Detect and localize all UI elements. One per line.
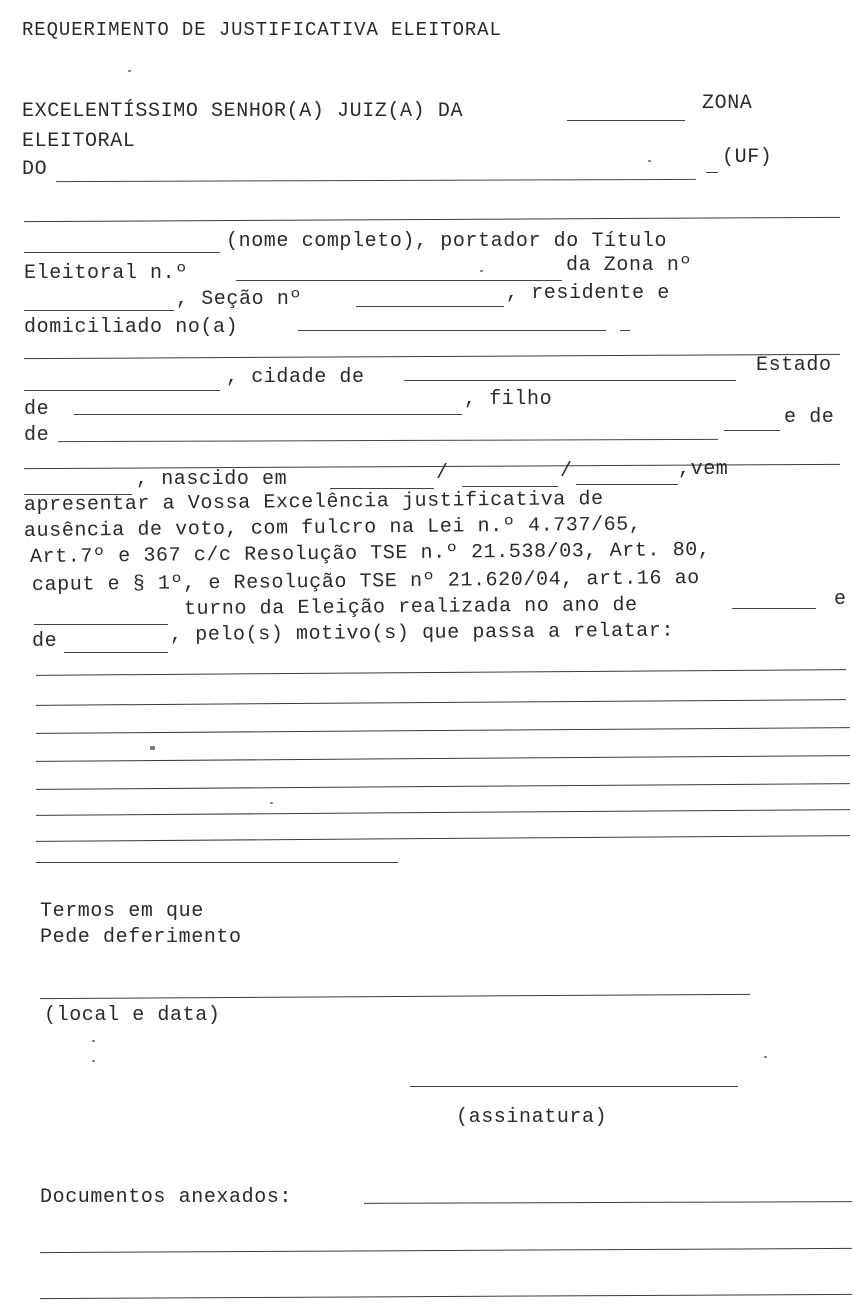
attachments-label: Documentos anexados: bbox=[40, 1186, 293, 1209]
reason-line-8 bbox=[36, 862, 398, 863]
uf-blank bbox=[706, 172, 718, 173]
attachments-line-2 bbox=[40, 1248, 852, 1253]
body-line10: ausência de voto, com fulcro na Lei n.º 4.737/65, bbox=[23, 513, 642, 543]
body-line2-zona-label: da Zona nº bbox=[566, 254, 693, 277]
body-line9: apresentar a Vossa Excelência justificativa de bbox=[23, 487, 604, 517]
zona-blank bbox=[24, 310, 174, 311]
attachments-line-3 bbox=[40, 1294, 852, 1299]
address-blank bbox=[298, 330, 606, 331]
body-line1-text: (nome completo), portador do Título bbox=[226, 230, 668, 253]
father-name-blank-end bbox=[724, 430, 780, 431]
local-date-line bbox=[40, 994, 750, 999]
signature-line bbox=[410, 1086, 738, 1087]
addressee-line1: EXCELENTÍSSIMO SENHOR(A) JUIZ(A) DA bbox=[22, 100, 464, 123]
form-title: REQUERIMENTO DE JUSTIFICATIVA ELEITORAL bbox=[22, 19, 502, 41]
scan-speck bbox=[92, 1060, 95, 1062]
address-blank-end bbox=[620, 330, 630, 331]
date-separator-1: / bbox=[436, 462, 449, 485]
body-line7-de: de bbox=[24, 424, 50, 447]
reason-line-1 bbox=[36, 669, 846, 676]
secao-blank bbox=[356, 306, 504, 307]
attachments-line-1 bbox=[364, 1201, 852, 1204]
reason-line-6 bbox=[36, 809, 850, 816]
body-line2-text: Eleitoral n.º bbox=[24, 262, 188, 285]
scan-speck bbox=[92, 1040, 95, 1042]
address-continuation-line bbox=[24, 354, 840, 359]
addressee-zona-word: ZONA bbox=[702, 92, 753, 115]
closing-line2: Pede deferimento bbox=[40, 926, 242, 949]
body-line5-estado-label: Estado bbox=[756, 354, 832, 377]
voter-title-blank bbox=[236, 280, 562, 281]
addressee-uf-label: (UF) bbox=[722, 146, 773, 169]
addressee-line2: ELEITORAL bbox=[22, 130, 136, 153]
address-blank-2 bbox=[24, 390, 220, 391]
body-line12: caput e § 1º, e Resolução TSE nº 21.620/04, art.16 ao bbox=[31, 567, 700, 597]
body-line14-de: de bbox=[32, 630, 58, 653]
birth-year-blank bbox=[576, 484, 678, 485]
body-line13-text: turno da Eleição realizada no ano de bbox=[183, 594, 638, 621]
zona-number-blank bbox=[567, 120, 685, 121]
body-line13-e: e bbox=[834, 588, 847, 611]
closing-line1: Termos em que bbox=[40, 900, 204, 923]
scan-speck bbox=[128, 70, 131, 72]
election-year-blank bbox=[732, 608, 816, 609]
addressee-do-label: DO bbox=[22, 158, 48, 181]
scan-speck bbox=[150, 746, 155, 750]
body-line7-e-de: e de bbox=[784, 406, 835, 429]
city-of-residence-blank bbox=[404, 380, 736, 381]
body-line8-vem: ,vem bbox=[678, 458, 729, 481]
reason-line-3 bbox=[36, 727, 850, 734]
separator-line bbox=[24, 217, 840, 222]
local-date-label: (local e data) bbox=[44, 1004, 221, 1027]
body-line8-nascido: , nascido em bbox=[136, 468, 288, 491]
body-line4-text: domiciliado no(a) bbox=[24, 316, 239, 339]
turno-blank bbox=[34, 624, 168, 625]
state-blank bbox=[74, 414, 462, 415]
scan-speck bbox=[764, 1056, 767, 1058]
date-separator-2: / bbox=[560, 460, 573, 483]
election-round-blank bbox=[64, 652, 168, 653]
body-line11: Art.7º e 367 c/c Resolução TSE n.º 21.538/03, Art. 80, bbox=[29, 538, 711, 569]
body-line3-residente: , residente e bbox=[506, 282, 670, 305]
body-line6-filho: , filho bbox=[464, 388, 553, 411]
body-line14-text: , pelo(s) motivo(s) que passa a relatar: bbox=[169, 619, 675, 647]
reason-line-2 bbox=[36, 699, 846, 706]
city-blank bbox=[56, 179, 696, 182]
birth-month-blank bbox=[462, 486, 558, 487]
signature-label: (assinatura) bbox=[456, 1106, 608, 1129]
scan-speck bbox=[648, 160, 651, 162]
body-line3-secao-label: , Seção nº bbox=[176, 288, 303, 311]
body-line6-de: de bbox=[24, 398, 50, 421]
reason-line-7 bbox=[36, 835, 850, 842]
body-line5-cidade-label: , cidade de bbox=[226, 366, 365, 389]
full-name-blank bbox=[24, 252, 220, 253]
birth-day-blank bbox=[330, 488, 434, 489]
reason-line-4 bbox=[36, 755, 850, 762]
scan-speck bbox=[480, 270, 483, 272]
reason-line-5 bbox=[36, 783, 850, 790]
father-name-blank bbox=[58, 439, 718, 442]
scan-speck bbox=[270, 802, 273, 804]
